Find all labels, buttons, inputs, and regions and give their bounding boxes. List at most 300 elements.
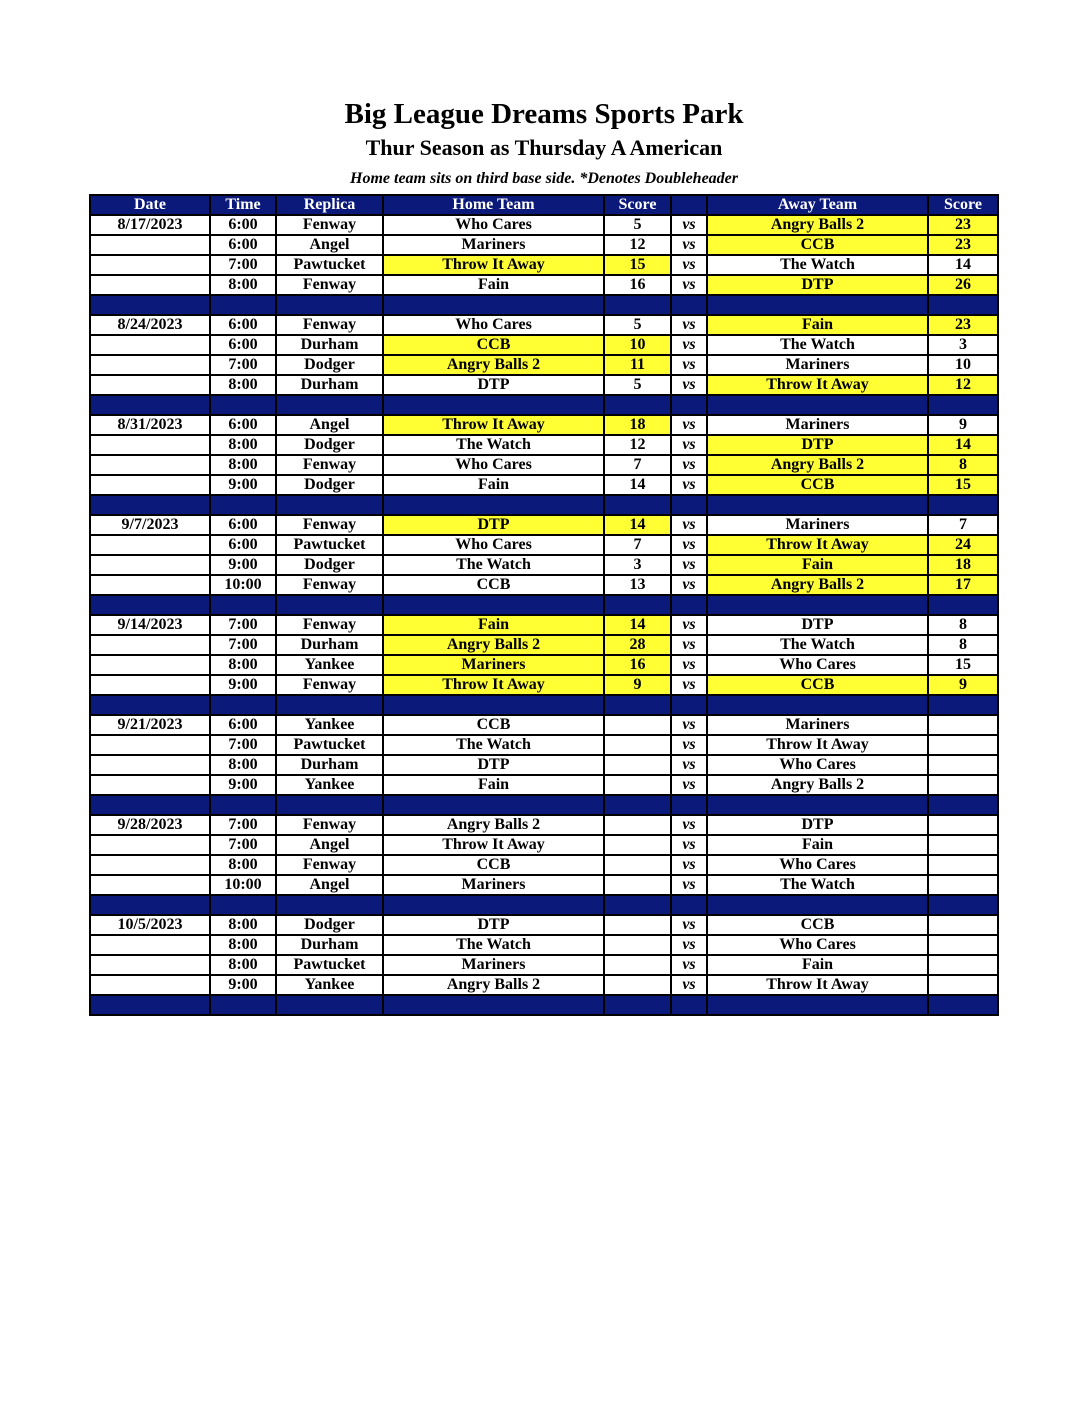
- date-cell: [90, 775, 210, 795]
- home-team-cell: Who Cares: [383, 215, 604, 235]
- game-row: [90, 575, 998, 595]
- vs-cell: vs: [671, 775, 707, 795]
- game-row: [90, 635, 998, 655]
- game-row: [90, 875, 998, 895]
- away-score-cell: 14: [928, 255, 998, 275]
- replica-field-cell: Fenway: [276, 615, 383, 635]
- game-row: [90, 415, 998, 435]
- away-score-cell: [928, 775, 998, 795]
- col-header-home-team: Home Team: [383, 195, 604, 215]
- away-team-cell: The Watch: [707, 635, 928, 655]
- away-team-cell: Angry Balls 2: [707, 775, 928, 795]
- home-team-cell: DTP: [383, 915, 604, 935]
- away-team-cell: Who Cares: [707, 755, 928, 775]
- separator-cell: [383, 795, 604, 815]
- home-score-cell: 12: [604, 235, 671, 255]
- vs-cell: vs: [671, 955, 707, 975]
- away-team-cell: Angry Balls 2: [707, 215, 928, 235]
- vs-cell: vs: [671, 615, 707, 635]
- away-score-cell: 15: [928, 655, 998, 675]
- home-team-cell: Mariners: [383, 955, 604, 975]
- separator-cell: [707, 395, 928, 415]
- away-team-cell: Fain: [707, 835, 928, 855]
- date-cell: 8/31/2023: [90, 415, 210, 435]
- separator-cell: [604, 495, 671, 515]
- replica-field-cell: Fenway: [276, 855, 383, 875]
- home-team-cell: Angry Balls 2: [383, 815, 604, 835]
- away-score-cell: 18: [928, 555, 998, 575]
- date-cell: 9/7/2023: [90, 515, 210, 535]
- away-team-cell: Who Cares: [707, 935, 928, 955]
- replica-field-cell: Fenway: [276, 455, 383, 475]
- home-score-cell: 9: [604, 675, 671, 695]
- time-cell: 9:00: [210, 675, 276, 695]
- away-team-cell: Who Cares: [707, 855, 928, 875]
- date-cell: [90, 935, 210, 955]
- away-team-cell: Throw It Away: [707, 975, 928, 995]
- vs-cell: vs: [671, 655, 707, 675]
- away-team-cell: Who Cares: [707, 655, 928, 675]
- time-cell: 7:00: [210, 735, 276, 755]
- date-cell: [90, 455, 210, 475]
- date-cell: [90, 855, 210, 875]
- away-score-cell: 8: [928, 635, 998, 655]
- home-score-cell: 3: [604, 555, 671, 575]
- replica-field-cell: Yankee: [276, 655, 383, 675]
- time-cell: 7:00: [210, 615, 276, 635]
- away-team-cell: Mariners: [707, 415, 928, 435]
- home-score-cell: [604, 815, 671, 835]
- away-team-cell: Mariners: [707, 355, 928, 375]
- home-team-cell: Throw It Away: [383, 255, 604, 275]
- time-cell: 9:00: [210, 775, 276, 795]
- separator-cell: [707, 695, 928, 715]
- header-row: [90, 195, 998, 215]
- game-row: [90, 755, 998, 775]
- home-score-cell: [604, 955, 671, 975]
- date-cell: 9/14/2023: [90, 615, 210, 635]
- page-title: Big League Dreams Sports Park: [344, 98, 744, 130]
- date-cell: [90, 735, 210, 755]
- vs-cell: vs: [671, 315, 707, 335]
- home-score-cell: 12: [604, 435, 671, 455]
- week-separator-row: [90, 995, 998, 1015]
- away-score-cell: [928, 715, 998, 735]
- separator-cell: [707, 995, 928, 1015]
- separator-cell: [90, 595, 210, 615]
- away-score-cell: 3: [928, 335, 998, 355]
- replica-field-cell: Yankee: [276, 775, 383, 795]
- away-score-cell: [928, 755, 998, 775]
- separator-cell: [276, 395, 383, 415]
- away-score-cell: 9: [928, 415, 998, 435]
- time-cell: 9:00: [210, 555, 276, 575]
- separator-cell: [383, 995, 604, 1015]
- replica-field-cell: Fenway: [276, 215, 383, 235]
- separator-cell: [707, 795, 928, 815]
- home-score-cell: 5: [604, 315, 671, 335]
- home-team-cell: The Watch: [383, 555, 604, 575]
- replica-field-cell: Fenway: [276, 515, 383, 535]
- game-row: [90, 335, 998, 355]
- replica-field-cell: Fenway: [276, 575, 383, 595]
- separator-cell: [90, 395, 210, 415]
- away-team-cell: DTP: [707, 435, 928, 455]
- vs-cell: vs: [671, 815, 707, 835]
- date-cell: 8/24/2023: [90, 315, 210, 335]
- away-score-cell: 23: [928, 215, 998, 235]
- date-cell: [90, 975, 210, 995]
- vs-cell: vs: [671, 235, 707, 255]
- vs-cell: vs: [671, 755, 707, 775]
- separator-cell: [276, 495, 383, 515]
- replica-field-cell: Angel: [276, 415, 383, 435]
- vs-cell: vs: [671, 675, 707, 695]
- separator-cell: [928, 495, 998, 515]
- replica-field-cell: Dodger: [276, 555, 383, 575]
- home-team-cell: Fain: [383, 475, 604, 495]
- home-team-cell: Who Cares: [383, 455, 604, 475]
- away-team-cell: Throw It Away: [707, 375, 928, 395]
- away-team-cell: Fain: [707, 555, 928, 575]
- replica-field-cell: Yankee: [276, 715, 383, 735]
- date-cell: [90, 575, 210, 595]
- separator-cell: [383, 895, 604, 915]
- game-row: [90, 315, 998, 335]
- game-row: [90, 555, 998, 575]
- separator-cell: [276, 695, 383, 715]
- time-cell: 9:00: [210, 475, 276, 495]
- separator-cell: [383, 495, 604, 515]
- separator-cell: [90, 995, 210, 1015]
- separator-cell: [928, 395, 998, 415]
- home-score-cell: 14: [604, 475, 671, 495]
- vs-cell: vs: [671, 415, 707, 435]
- away-team-cell: Angry Balls 2: [707, 575, 928, 595]
- away-team-cell: CCB: [707, 235, 928, 255]
- game-row: [90, 655, 998, 675]
- time-cell: 6:00: [210, 235, 276, 255]
- game-row: [90, 275, 998, 295]
- separator-cell: [928, 695, 998, 715]
- date-cell: 9/28/2023: [90, 815, 210, 835]
- replica-field-cell: Angel: [276, 875, 383, 895]
- home-team-cell: The Watch: [383, 435, 604, 455]
- vs-cell: vs: [671, 915, 707, 935]
- vs-cell: vs: [671, 275, 707, 295]
- separator-cell: [604, 695, 671, 715]
- home-team-cell: Throw It Away: [383, 415, 604, 435]
- time-cell: 9:00: [210, 975, 276, 995]
- date-cell: [90, 435, 210, 455]
- date-cell: [90, 255, 210, 275]
- time-cell: 8:00: [210, 655, 276, 675]
- away-score-cell: 15: [928, 475, 998, 495]
- away-team-cell: Fain: [707, 315, 928, 335]
- date-cell: [90, 635, 210, 655]
- home-score-cell: 5: [604, 375, 671, 395]
- home-team-cell: Angry Balls 2: [383, 635, 604, 655]
- time-cell: 8:00: [210, 755, 276, 775]
- vs-cell: vs: [671, 635, 707, 655]
- time-cell: 10:00: [210, 875, 276, 895]
- separator-cell: [276, 995, 383, 1015]
- home-team-cell: The Watch: [383, 735, 604, 755]
- separator-cell: [671, 895, 707, 915]
- vs-cell: vs: [671, 975, 707, 995]
- away-team-cell: DTP: [707, 615, 928, 635]
- time-cell: 8:00: [210, 915, 276, 935]
- home-team-cell: DTP: [383, 755, 604, 775]
- separator-cell: [90, 695, 210, 715]
- week-separator-row: [90, 795, 998, 815]
- replica-field-cell: Durham: [276, 375, 383, 395]
- vs-cell: vs: [671, 855, 707, 875]
- replica-field-cell: Pawtucket: [276, 255, 383, 275]
- date-cell: [90, 355, 210, 375]
- vs-cell: vs: [671, 535, 707, 555]
- time-cell: 8:00: [210, 275, 276, 295]
- home-team-cell: DTP: [383, 375, 604, 395]
- home-score-cell: 16: [604, 655, 671, 675]
- col-header-away-score: Score: [928, 195, 998, 215]
- date-cell: [90, 555, 210, 575]
- vs-cell: vs: [671, 375, 707, 395]
- time-cell: 10:00: [210, 575, 276, 595]
- date-cell: 9/21/2023: [90, 715, 210, 735]
- vs-cell: vs: [671, 835, 707, 855]
- col-header-date: Date: [90, 195, 210, 215]
- home-score-cell: [604, 855, 671, 875]
- replica-field-cell: Yankee: [276, 975, 383, 995]
- replica-field-cell: Angel: [276, 235, 383, 255]
- schedule-table: [89, 194, 999, 1016]
- home-score-cell: [604, 915, 671, 935]
- date-cell: 8/17/2023: [90, 215, 210, 235]
- schedule-body: [90, 215, 998, 1015]
- home-score-cell: [604, 755, 671, 775]
- replica-field-cell: Fenway: [276, 675, 383, 695]
- home-score-cell: 16: [604, 275, 671, 295]
- separator-cell: [671, 595, 707, 615]
- replica-field-cell: Dodger: [276, 475, 383, 495]
- home-score-cell: [604, 715, 671, 735]
- away-score-cell: [928, 835, 998, 855]
- away-team-cell: CCB: [707, 915, 928, 935]
- separator-cell: [383, 295, 604, 315]
- separator-cell: [928, 295, 998, 315]
- away-team-cell: CCB: [707, 675, 928, 695]
- away-score-cell: 9: [928, 675, 998, 695]
- away-team-cell: Mariners: [707, 715, 928, 735]
- week-separator-row: [90, 695, 998, 715]
- home-score-cell: [604, 975, 671, 995]
- col-header-time: Time: [210, 195, 276, 215]
- replica-field-cell: Dodger: [276, 915, 383, 935]
- game-row: [90, 855, 998, 875]
- separator-cell: [707, 595, 928, 615]
- game-row: [90, 815, 998, 835]
- away-team-cell: DTP: [707, 815, 928, 835]
- away-team-cell: The Watch: [707, 255, 928, 275]
- home-team-cell: CCB: [383, 575, 604, 595]
- vs-cell: vs: [671, 555, 707, 575]
- separator-cell: [604, 395, 671, 415]
- vs-cell: vs: [671, 875, 707, 895]
- time-cell: 6:00: [210, 415, 276, 435]
- date-cell: [90, 375, 210, 395]
- separator-cell: [210, 295, 276, 315]
- home-team-cell: Who Cares: [383, 315, 604, 335]
- home-team-cell: Fain: [383, 615, 604, 635]
- replica-field-cell: Durham: [276, 335, 383, 355]
- away-team-cell: Fain: [707, 955, 928, 975]
- away-score-cell: 7: [928, 515, 998, 535]
- date-cell: [90, 655, 210, 675]
- separator-cell: [928, 795, 998, 815]
- separator-cell: [90, 295, 210, 315]
- home-team-cell: CCB: [383, 855, 604, 875]
- date-cell: [90, 955, 210, 975]
- game-row: [90, 515, 998, 535]
- separator-cell: [604, 295, 671, 315]
- separator-cell: [707, 495, 928, 515]
- game-row: [90, 475, 998, 495]
- replica-field-cell: Pawtucket: [276, 955, 383, 975]
- separator-cell: [276, 895, 383, 915]
- home-score-cell: 14: [604, 515, 671, 535]
- away-score-cell: 10: [928, 355, 998, 375]
- game-row: [90, 975, 998, 995]
- home-team-cell: Fain: [383, 775, 604, 795]
- home-score-cell: 10: [604, 335, 671, 355]
- home-score-cell: 7: [604, 535, 671, 555]
- separator-cell: [707, 895, 928, 915]
- separator-cell: [210, 795, 276, 815]
- replica-field-cell: Pawtucket: [276, 535, 383, 555]
- replica-field-cell: Durham: [276, 935, 383, 955]
- home-team-cell: CCB: [383, 335, 604, 355]
- away-team-cell: The Watch: [707, 875, 928, 895]
- away-score-cell: 17: [928, 575, 998, 595]
- away-team-cell: Angry Balls 2: [707, 455, 928, 475]
- date-cell: [90, 675, 210, 695]
- replica-field-cell: Dodger: [276, 355, 383, 375]
- time-cell: 8:00: [210, 375, 276, 395]
- home-score-cell: 5: [604, 215, 671, 235]
- away-team-cell: Mariners: [707, 515, 928, 535]
- separator-cell: [383, 395, 604, 415]
- separator-cell: [671, 495, 707, 515]
- separator-cell: [210, 895, 276, 915]
- date-cell: [90, 235, 210, 255]
- away-score-cell: [928, 975, 998, 995]
- vs-cell: vs: [671, 335, 707, 355]
- vs-cell: vs: [671, 255, 707, 275]
- away-team-cell: The Watch: [707, 335, 928, 355]
- home-team-cell: The Watch: [383, 935, 604, 955]
- home-score-cell: [604, 735, 671, 755]
- game-row: [90, 355, 998, 375]
- away-score-cell: 12: [928, 375, 998, 395]
- home-team-cell: Throw It Away: [383, 675, 604, 695]
- away-score-cell: [928, 735, 998, 755]
- home-score-cell: 11: [604, 355, 671, 375]
- replica-field-cell: Durham: [276, 755, 383, 775]
- time-cell: 6:00: [210, 315, 276, 335]
- date-cell: [90, 335, 210, 355]
- vs-cell: vs: [671, 515, 707, 535]
- vs-cell: vs: [671, 455, 707, 475]
- home-score-cell: [604, 835, 671, 855]
- separator-cell: [276, 795, 383, 815]
- game-row: [90, 535, 998, 555]
- home-score-cell: 18: [604, 415, 671, 435]
- game-row: [90, 735, 998, 755]
- vs-cell: vs: [671, 475, 707, 495]
- time-cell: 6:00: [210, 535, 276, 555]
- time-cell: 8:00: [210, 455, 276, 475]
- home-team-cell: Throw It Away: [383, 835, 604, 855]
- away-team-cell: Throw It Away: [707, 535, 928, 555]
- game-row: [90, 235, 998, 255]
- week-separator-row: [90, 395, 998, 415]
- date-cell: [90, 875, 210, 895]
- vs-cell: vs: [671, 715, 707, 735]
- time-cell: 7:00: [210, 815, 276, 835]
- away-score-cell: [928, 815, 998, 835]
- game-row: [90, 455, 998, 475]
- replica-field-cell: Fenway: [276, 315, 383, 335]
- separator-cell: [276, 295, 383, 315]
- col-header-vs: [671, 195, 707, 215]
- vs-cell: vs: [671, 215, 707, 235]
- game-row: [90, 255, 998, 275]
- separator-cell: [671, 795, 707, 815]
- away-score-cell: 23: [928, 315, 998, 335]
- week-separator-row: [90, 595, 998, 615]
- date-cell: [90, 275, 210, 295]
- home-team-cell: Angry Balls 2: [383, 975, 604, 995]
- week-separator-row: [90, 295, 998, 315]
- away-team-cell: Throw It Away: [707, 735, 928, 755]
- separator-cell: [604, 995, 671, 1015]
- separator-cell: [383, 595, 604, 615]
- game-row: [90, 675, 998, 695]
- separator-cell: [671, 395, 707, 415]
- schedule-note: Home team sits on third base side. *Denotes Doubleheader: [350, 170, 738, 187]
- date-cell: [90, 755, 210, 775]
- separator-cell: [928, 595, 998, 615]
- vs-cell: vs: [671, 435, 707, 455]
- home-team-cell: Fain: [383, 275, 604, 295]
- separator-cell: [928, 895, 998, 915]
- away-score-cell: 8: [928, 615, 998, 635]
- home-score-cell: 14: [604, 615, 671, 635]
- away-score-cell: [928, 915, 998, 935]
- game-row: [90, 375, 998, 395]
- separator-cell: [707, 295, 928, 315]
- time-cell: 7:00: [210, 635, 276, 655]
- home-score-cell: [604, 775, 671, 795]
- time-cell: 8:00: [210, 855, 276, 875]
- separator-cell: [671, 295, 707, 315]
- vs-cell: vs: [671, 735, 707, 755]
- replica-field-cell: Fenway: [276, 815, 383, 835]
- replica-field-cell: Fenway: [276, 275, 383, 295]
- replica-field-cell: Angel: [276, 835, 383, 855]
- date-cell: [90, 835, 210, 855]
